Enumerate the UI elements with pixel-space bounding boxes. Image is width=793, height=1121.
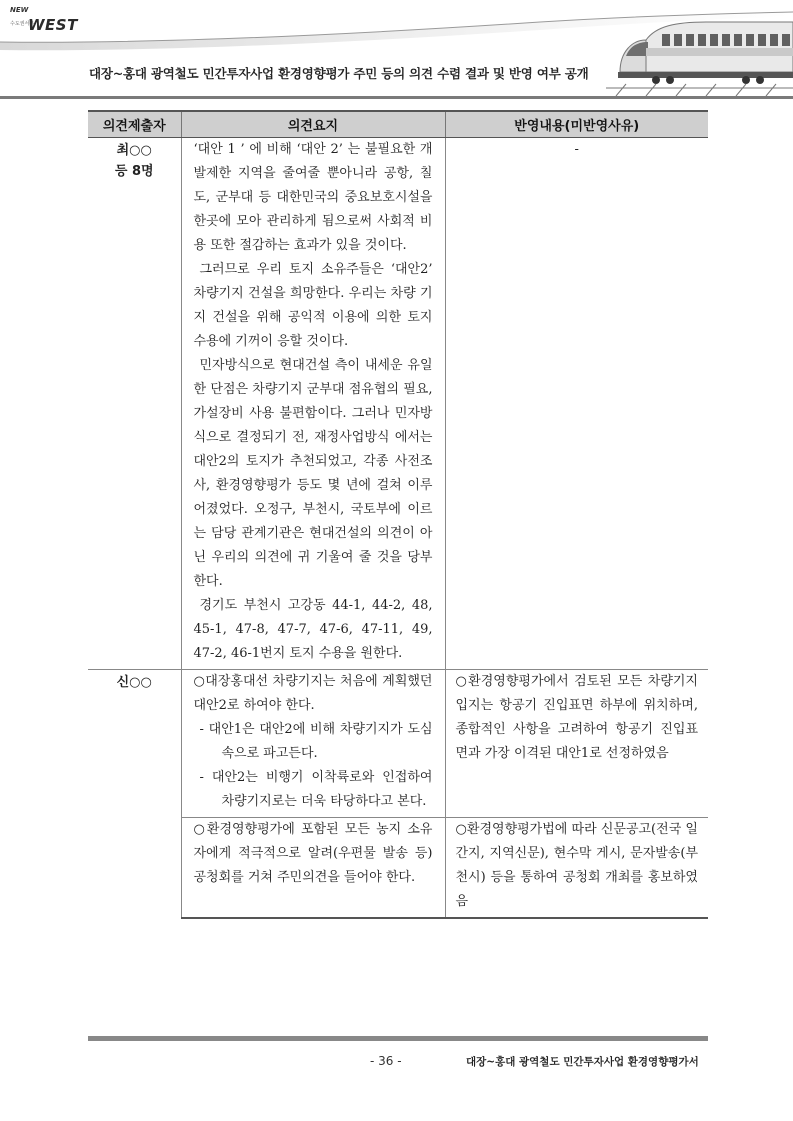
page-number: - 36 -: [370, 1054, 402, 1068]
logo-new-text: NEW: [10, 6, 29, 14]
opinion-sub-item: - 대안1은 대안2에 비해 차량기지가 도심속으로 파고든다.: [199, 721, 433, 761]
table-header-row: [88, 111, 708, 137]
reply-cell: [445, 137, 708, 669]
submitter-cell: [88, 137, 181, 669]
opinion-bullet: ○환경영향평가에 포함된 모든 농지 소유자에게 적극적으로 알려(우편물 발송 등) 공청회를 거쳐 주민의견을 들어야 한다.: [193, 821, 433, 885]
opinion-cell: [181, 669, 445, 817]
submitter-name: 신○○: [116, 674, 152, 690]
opinion-paragraph: 민자방식으로 현대건설 측이 내세운 유일한 단점은 차량기지 군부대 점유협의 필요, 가설장비 사용 불편함이다. 그러나 민자방식으로 결정되기 전, 재정사업방식 에서는 대안2의 토지가 추천되었고, 각종 사전조사, 환경영향평가 등도 몇 년에 걸쳐 이루어졌었다. 오정구, 부천시, 국토부에 이르는 담당 관계기관은 현대건설의 의견이 아닌 우리의 의견에 귀 기울여 줄 것을 당부한다.: [193, 357, 433, 589]
document-header-title: 대장~홍대 광역철도 민간투자사업 환경영향평가 주민 등의 의견 수렴 결과 및 반영 여부 공개: [89, 66, 589, 81]
opinion-cell: [181, 137, 445, 669]
reply-text: ○환경영향평가법에 따라 신문공고(전국 일간지, 지역신문), 현수막 게시, 문자발송(부천시) 등을 통하여 공청회 개최를 홍보하였음: [455, 821, 698, 909]
opinion-cell: [181, 817, 445, 918]
opinion-table: [88, 110, 708, 919]
logo-subtext: 수도권서부: [10, 21, 35, 27]
column-header-submitter: 의견제출자: [88, 111, 181, 137]
footer-divider: [88, 1036, 708, 1041]
opinion-paragraph: 경기도 부천시 고강동 44-1, 44-2, 48, 45-1, 47-8, 47-7, 47-6, 47-11, 49, 47-2, 46-1번지 토지 수용을 원한다.: [193, 597, 433, 661]
train-illustration: [606, 12, 793, 96]
new-west-logo: [6, 6, 86, 36]
logo-west-text: WEST: [28, 16, 78, 34]
submitter-count: 등 8명: [114, 163, 154, 179]
header-divider: [0, 96, 793, 99]
column-header-opinion: 의견요지: [181, 111, 445, 137]
submitter-cell: [88, 669, 181, 918]
opinion-sub-item: - 대안2는 비행기 이착륙로와 인접하여 차량기지로는 더욱 타당하다고 본다.: [199, 769, 433, 809]
table-row: [88, 817, 708, 918]
reply-text: ○환경영향평가에서 검토된 모든 차량기지 입지는 항공기 진입표면 하부에 위치하며, 종합적인 사항을 고려하여 항공기 진입표면과 가장 이격된 대안1로 선정하였음: [455, 673, 698, 761]
footer-document-title: 대장~홍대 광역철도 민간투자사업 환경영향평가서: [466, 1056, 699, 1068]
reply-text: -: [574, 141, 579, 157]
submitter-name: 최○○: [116, 142, 152, 158]
opinion-bullet: ○대장홍대선 차량기지는 처음에 계획했던 대안2로 하여야 한다.: [193, 673, 433, 713]
opinion-paragraph: ‘대안 1 ’ 에 비해 ‘대안 2’ 는 불필요한 개발제한 지역을 줄여줄 뿐아니라 공항, 칠 도, 군부대 등 대한민국의 중요보호시설을 한곳에 모아 관리하게 됨으로써 사회적 비용 또한 절감하는 효과가 있을 것이다.: [193, 141, 433, 253]
opinion-table-container: [88, 110, 708, 919]
table-row: [88, 669, 708, 817]
reply-cell: [445, 669, 708, 817]
reply-cell: [445, 817, 708, 918]
column-header-reply: 반영내용(미반영사유): [445, 111, 708, 137]
opinion-paragraph: 그러므로 우리 토지 소유주들은 ‘대안2’ 차량기지 건설을 희망한다. 우리는 차량 기지 건설을 위해 공익적 이용에 의한 토지 수용에 기꺼이 응할 것이다.: [193, 261, 433, 349]
table-row: [88, 137, 708, 669]
page-header: [0, 0, 793, 100]
